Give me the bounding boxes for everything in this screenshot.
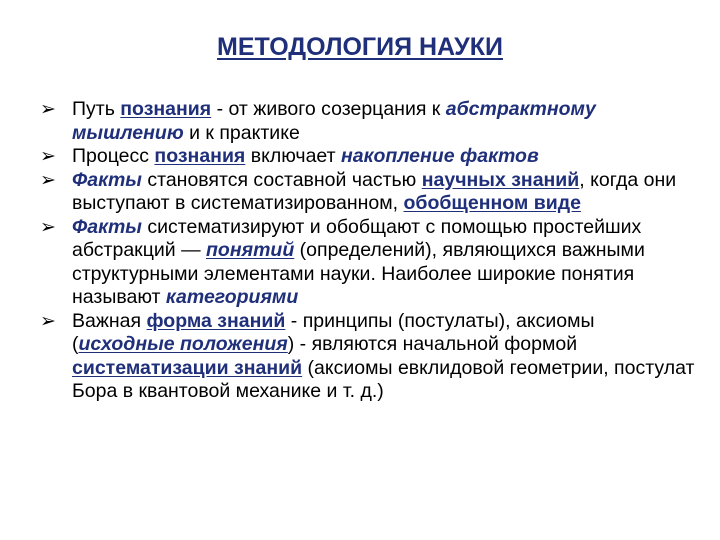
- arrowhead-bullet-icon: ➢: [40, 146, 56, 167]
- text-segment: становятся составной частью: [141, 168, 422, 191]
- keyword-cognition: познания: [120, 98, 212, 120]
- bullet-item-3: [40, 169, 700, 216]
- text-segment: (аксиомы евклидовой геометрии, постулат Бора в квантовой механике и т. д.): [72, 356, 695, 402]
- text-segment: , когда они выступают в систематизированном,: [72, 168, 677, 214]
- keyword-categories: категориями: [165, 286, 299, 308]
- text-segment: - принципы (постулаты), аксиомы (: [72, 309, 595, 355]
- keyword-abstract-thinking: абстрактному мышлению: [72, 98, 596, 144]
- bullet-item-4: [40, 216, 700, 310]
- keyword-concepts: понятий: [206, 239, 295, 261]
- keyword-systematization: систематизации знаний: [72, 356, 303, 379]
- arrowhead-bullet-icon: ➢: [40, 216, 56, 238]
- keyword-facts: Факты: [72, 215, 142, 238]
- bullet-item-2: [40, 145, 700, 169]
- bullet-item-1: [40, 98, 700, 145]
- text-segment: - от живого созерцания к: [211, 98, 446, 120]
- arrowhead-bullet-icon: ➢: [40, 99, 56, 120]
- text-segment: и к практике: [183, 121, 300, 144]
- slide-title: МЕТОДОЛОГИЯ НАУКИ: [217, 33, 503, 61]
- keyword-fact-accumulation: накопление фактов: [340, 145, 539, 167]
- keyword-scientific-knowledge: научных знаний: [421, 168, 580, 191]
- bullet-list: [40, 98, 700, 404]
- text-segment: Важная: [72, 309, 147, 332]
- arrowhead-bullet-icon: ➢: [40, 169, 56, 191]
- keyword-knowledge-form: форма знаний: [146, 309, 286, 332]
- text-segment: Процесс: [72, 145, 155, 167]
- text-segment: Путь: [72, 98, 121, 120]
- arrowhead-bullet-icon: ➢: [40, 310, 56, 332]
- text-segment: (определений), являющихся важными структурными элементами науки. Наиболее широкие понятия называют: [72, 239, 645, 308]
- bullet-item-5: [40, 310, 700, 404]
- keyword-cognition: познания: [154, 145, 246, 167]
- text-segment: систематизируют и обобщают с помощью простейших абстракций —: [72, 215, 642, 261]
- text-segment: включает: [245, 145, 341, 167]
- keyword-initial-positions: исходные положения: [78, 333, 288, 355]
- keyword-generalized-form: обобщенном виде: [403, 192, 581, 214]
- text-segment: ) - являются начальной формой: [287, 333, 578, 355]
- keyword-facts: Факты: [72, 168, 142, 191]
